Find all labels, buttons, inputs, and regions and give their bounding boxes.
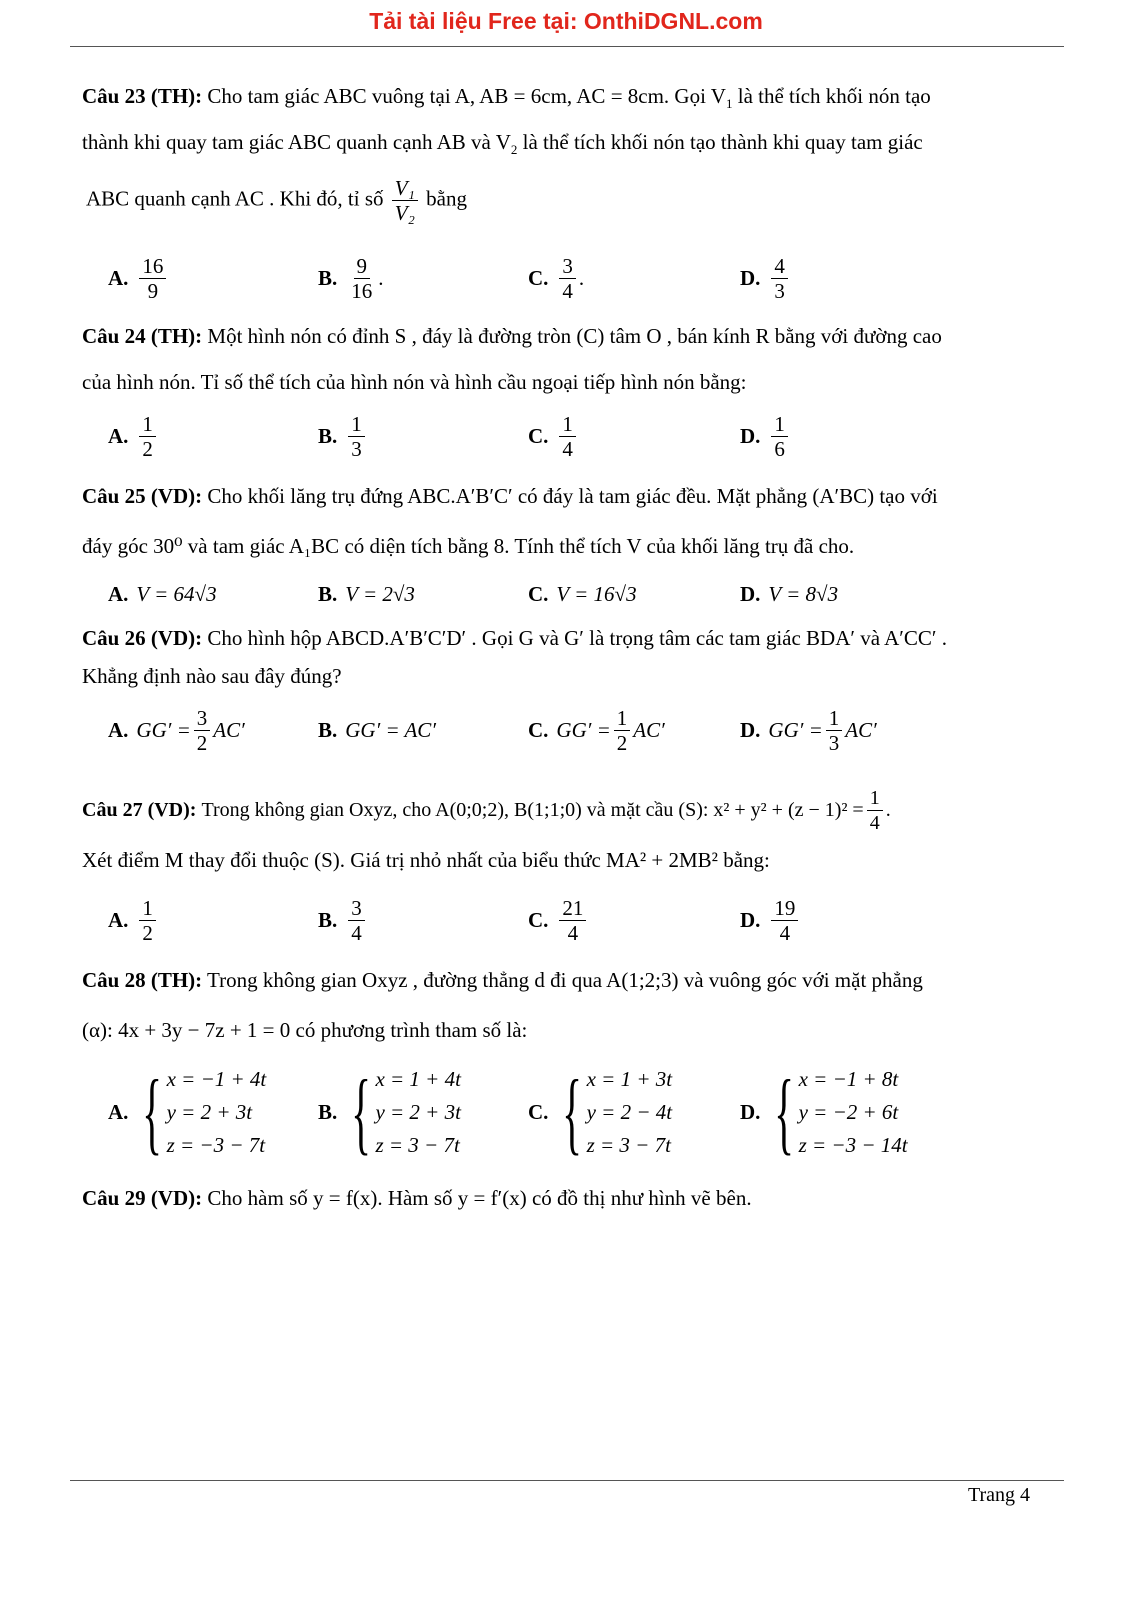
question-23-line-1: Câu 23 (TH): Cho tam giác ABC vuông tại A, AB = 6cm, AC = 8cm. Gọi $V_1$ là thể tích khối nón tạo [82, 84, 931, 112]
question-27-line-1: Câu 27 (VD): Trong không gian Oxyz, cho A(0;0;2), B(1;1;0) và mặt cầu (S): x² + y² + (z − 1)² = $\frac{1}{4}$ . [82, 786, 891, 834]
option-d[interactable]: D. $\frac{19}{4}$ [740, 890, 801, 950]
option-b[interactable]: B. { x = 1 + 4t y = 2 + 3t z = 3 − 7t [318, 1061, 461, 1163]
question-24-line-1: Câu 24 (TH): Một hình nón có đỉnh S , đáy là đường tròn (C) tâm O , bán kính R bằng với đường cao [82, 324, 942, 348]
question-label: Câu 23 (TH): [82, 84, 203, 108]
question-25-line-1: Câu 25 (VD): Cho khối lăng trụ đứng ABC.A′B′C′ có đáy là tam giác đều. Mặt phẳng (A′BC) tạo với [82, 484, 938, 508]
option-b[interactable]: B. $\frac{1}{3}$ [318, 406, 368, 466]
option-c[interactable]: C. { x = 1 + 3t y = 2 − 4t z = 3 − 7t [528, 1061, 673, 1163]
option-d[interactable]: D. { x = −1 + 8t y = −2 + 6t z = −3 − 14t [740, 1061, 908, 1163]
option-d[interactable]: D. $\frac{4}{3}$ [740, 248, 791, 308]
question-26-line-2: Khẳng định nào sau đây đúng? [82, 664, 342, 688]
question-label: Câu 24 (TH): [82, 324, 203, 348]
answer-options [108, 1062, 1048, 1162]
brace-icon: { [774, 1061, 795, 1163]
question-label: Câu 26 (VD): [82, 626, 203, 650]
option-c[interactable]: C. $\frac{3}{4}$ . [528, 253, 585, 303]
page-number: Trang 4 [967, 1484, 1030, 1506]
question-label: Câu 25 (VD): [82, 484, 203, 508]
option-b[interactable]: B. $\frac{9}{16}$ . [318, 253, 384, 303]
question-label: Câu 29 (VD): [82, 1186, 203, 1210]
ratio-fraction: $\frac{\text{V₁}}{\text{V₂}}$ [392, 176, 418, 225]
question-29-line-1: Câu 29 (VD): Cho hàm số y = f(x). Hàm số y = f′(x) có đồ thị như hình vẽ bên. [82, 1186, 752, 1210]
option-d[interactable]: D. V = 8√3 [740, 581, 839, 606]
option-a[interactable]: A. V = 64√3 [108, 581, 217, 606]
option-a[interactable]: A. { x = −1 + 4t y = 2 + 3t z = −3 − 7t [108, 1061, 267, 1163]
question-23-line-3: ABC quanh cạnh AC . Khi đó, tỉ số $\frac{\text{V₁}}{\text{V₂}}$ bằng [86, 176, 467, 225]
question-27-line-2: Xét điểm M thay đổi thuộc (S). Giá trị nhỏ nhất của biểu thức MA² + 2MB² bằng: [82, 848, 770, 872]
option-c[interactable]: C. V = 16√3 [528, 581, 637, 606]
question-26-line-1: Câu 26 (VD): Cho hình hộp ABCD.A′B′C′D′ . Gọi G và G′ là trọng tâm các tam giác BDA′ và A′CC′ . [82, 626, 948, 650]
footer-rule [70, 1480, 1064, 1481]
option-a[interactable]: A. $\frac{1}{2}$ [108, 890, 159, 950]
option-c[interactable]: C. $\frac{1}{4}$ [528, 406, 579, 466]
question-24-line-2: của hình nón. Tỉ số thể tích của hình nón và hình cầu ngoại tiếp hình nón bằng: [82, 370, 747, 394]
option-b[interactable]: B. GG′ = AC′ [318, 717, 436, 742]
question-label: Câu 27 (VD): [82, 799, 197, 821]
brace-icon: { [562, 1061, 583, 1163]
question-28-line-1: Câu 28 (TH): Trong không gian Oxyz , đường thẳng d đi qua A(1;2;3) và vuông góc với mặt phẳng [82, 968, 923, 992]
option-a[interactable]: A. $\frac{1}{2}$ [108, 406, 159, 466]
answer-options [108, 406, 1048, 466]
option-c[interactable]: C. $\frac{21}{4}$ [528, 890, 589, 950]
option-a[interactable]: A. $\frac{16}{9}$ [108, 248, 169, 308]
answer-options [108, 700, 1048, 760]
question-label: Câu 28 (TH): [82, 968, 203, 992]
header-rule [70, 46, 1064, 47]
site-header[interactable]: Tải tài liệu Free tại: OnthiDGNL.com [369, 8, 763, 34]
option-d[interactable]: D. $\frac{1}{6}$ [740, 406, 791, 466]
option-d[interactable]: D. GG′ = $\frac{1}{3}$ AC′ [740, 705, 877, 755]
question-28-line-2: (α): 4x + 3y − 7z + 1 = 0 có phương trình tham số là: [82, 1018, 528, 1042]
option-c[interactable]: C. GG′ = $\frac{1}{2}$ AC′ [528, 705, 665, 755]
option-b[interactable]: B. V = 2√3 [318, 581, 415, 606]
answer-options [108, 564, 1048, 624]
brace-icon: { [351, 1061, 372, 1163]
answer-options [108, 248, 1048, 308]
answer-options [108, 890, 1048, 950]
brace-icon: { [142, 1061, 163, 1163]
option-a[interactable]: A. GG′ = $\frac{3}{2}$ AC′ [108, 705, 245, 755]
question-25-line-2: đáy góc 30⁰ và tam giác A₁BC có diện tích bằng 8. Tính thể tích V của khối lăng trụ đã cho. [82, 534, 855, 558]
option-b[interactable]: B. $\frac{3}{4}$ [318, 890, 368, 950]
question-23-line-2: thành khi quay tam giác ABC quanh cạnh AB và $V_2$ là thể tích khối nón tạo thành khi quay tam giác [82, 130, 923, 158]
